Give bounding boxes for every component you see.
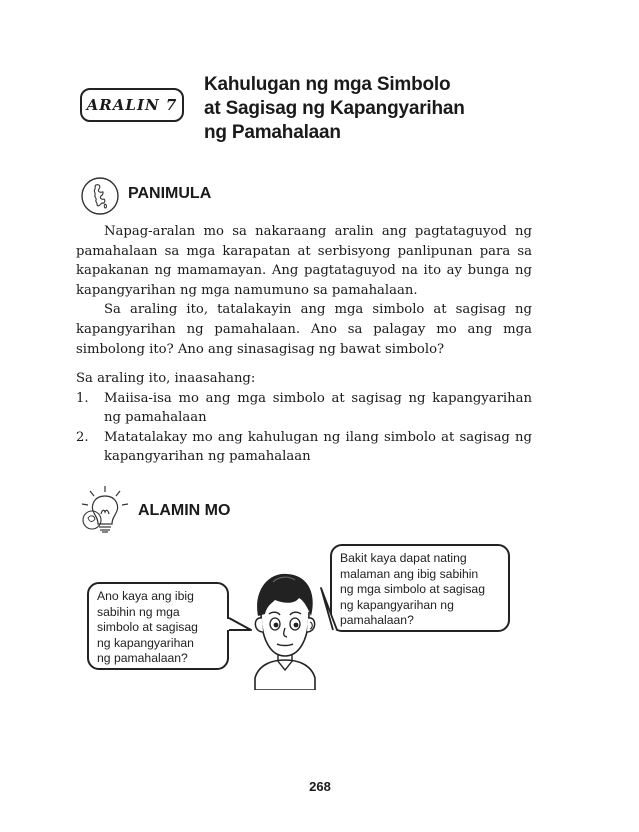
intro-paragraph-1: Napag-aralan mo sa nakaraang aralin ang pagtataguyod ng pamahalaan sa mga karapatan at serbisyong panlipunan para sa kapakanan ng mamamayan. Ang pagtataguyod na ito ay bunga ng kapangyarihan ng mga namumuno sa pamahalaan. bbox=[76, 224, 532, 298]
bubble-line: ng kapangyarihan bbox=[97, 635, 194, 650]
bubble-line: Ano kaya ang ibig bbox=[97, 589, 194, 603]
bubble-line: malaman ang ibig sabihin bbox=[340, 566, 479, 581]
list-item-number: 1. bbox=[76, 390, 89, 406]
section-heading-alamin-mo: ALAMIN MO bbox=[138, 502, 231, 519]
list-item-text: Matatalakay mo ang kahulugan ng ilang simbolo at sagisag ng kapangyarihan ng pamahalaan bbox=[104, 429, 532, 465]
list-item-text: Maiisa-isa mo ang mga simbolo at sagisag ng kapangyarihan ng pamahalaan bbox=[104, 390, 532, 426]
bubble-line: simbolo at sagisag bbox=[97, 620, 198, 634]
speech-bubble-right bbox=[330, 544, 510, 632]
page-number: 268 bbox=[309, 779, 331, 794]
list-item bbox=[76, 389, 532, 428]
boy-illustration bbox=[225, 560, 345, 690]
intro-paragraph-2: Sa araling ito, tatalakayin ang mga simbolo at sagisag ng kapangyarihan ng pamahalaan. Ano sa palagay mo ang mga simbolong ito? Ano ang sinasagisag ng bawat simbolo? bbox=[76, 302, 532, 357]
objectives-list bbox=[76, 369, 532, 467]
bubble-line: Bakit kaya dapat nating bbox=[340, 551, 467, 565]
lesson-title-line: at Sagisag ng Kapangyarihan bbox=[204, 98, 465, 119]
speech-bubble-left bbox=[87, 582, 229, 670]
lesson-badge: ARALIN 7 bbox=[80, 88, 184, 122]
bubble-line: sabihin ng mga bbox=[97, 604, 180, 619]
bubble-line: ng kapangyarihan ng bbox=[340, 597, 454, 612]
lesson-title-line: Kahulugan ng mga Simbolo bbox=[204, 74, 451, 95]
bubble-line: pamahalaan? bbox=[340, 613, 414, 627]
lightbulb-icon bbox=[78, 484, 132, 536]
bubble-line: ng mga simbolo at sagisag bbox=[340, 582, 485, 596]
section-heading-panimula: PANIMULA bbox=[128, 185, 212, 202]
list-item bbox=[76, 428, 532, 467]
list-item-number: 2. bbox=[76, 429, 89, 445]
map-icon bbox=[80, 176, 120, 216]
lesson-title-line: ng Pamahalaan bbox=[204, 122, 341, 143]
lesson-title bbox=[204, 73, 534, 145]
intro-text bbox=[76, 222, 532, 359]
objectives-intro: Sa araling ito, inaasahang: bbox=[76, 371, 256, 386]
bubble-line: ng pamahalaan? bbox=[97, 651, 188, 665]
